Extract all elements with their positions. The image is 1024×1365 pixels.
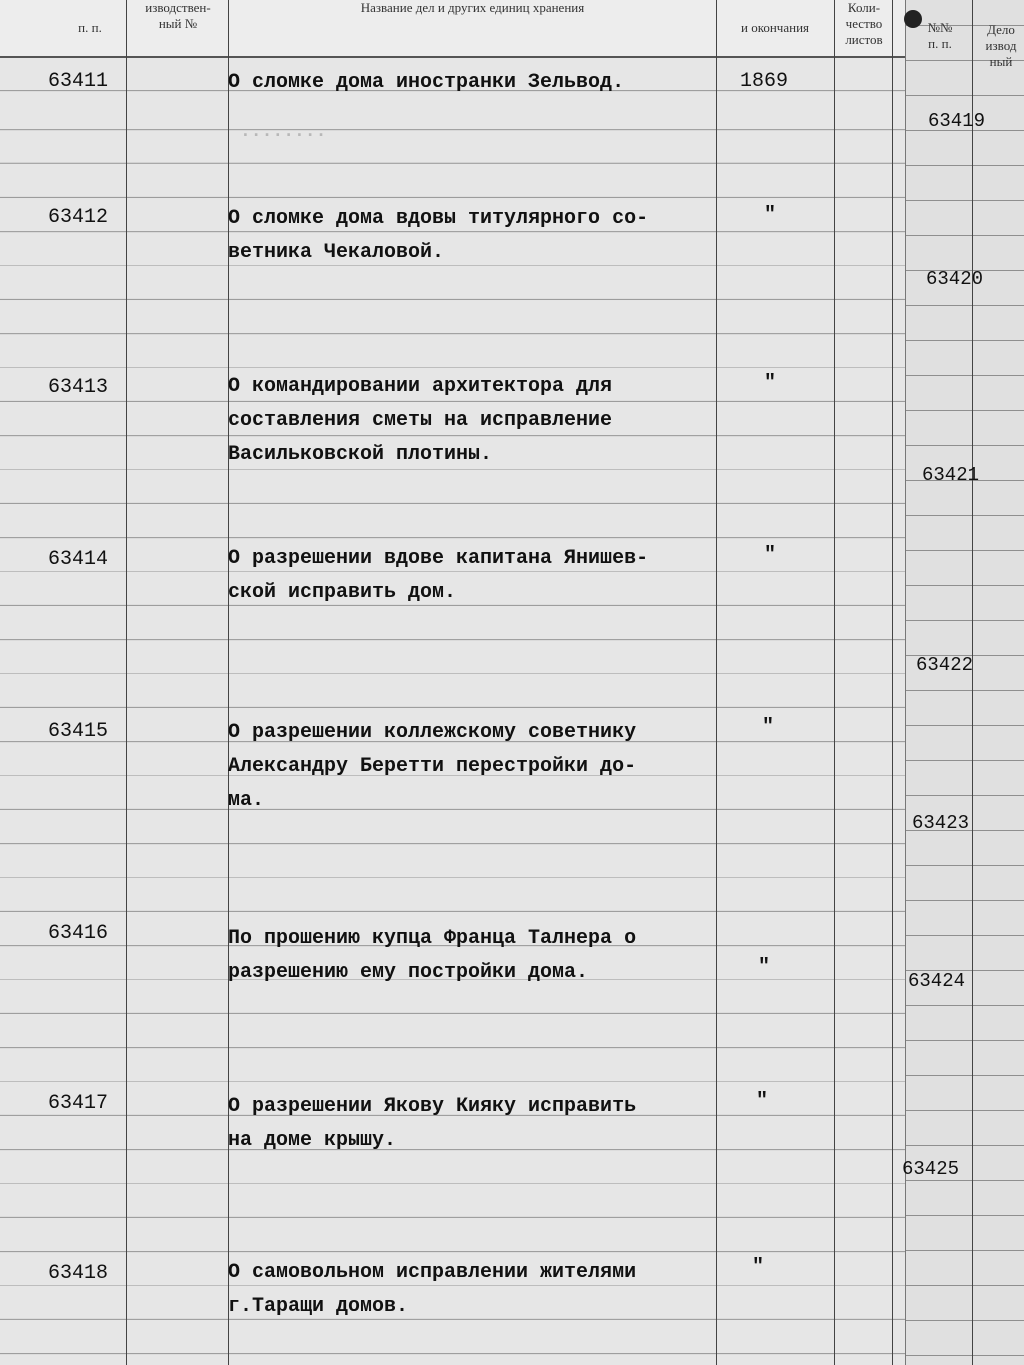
right-entry-number: 63424 [908, 970, 966, 992]
entry-title: О разрешении коллежскому советнику Александру Беретти перестройки до- ма. [228, 721, 637, 812]
right-entry-number: 63420 [926, 268, 984, 290]
right-entry-number: 63423 [912, 812, 970, 834]
right-header-number: №№ п. п. [927, 20, 953, 51]
column-divider [834, 0, 835, 1365]
entry-title: О разрешении вдове капитана Янишев- ской исправить дом. [228, 547, 649, 604]
right-entry-number: 63421 [922, 464, 980, 486]
header-office-number: изводствен- ный № [145, 0, 211, 31]
entry-date: 1869 [740, 70, 789, 93]
right-entry-number: 63419 [928, 110, 986, 132]
entry-title: О разрешении Якову Кияку исправить на доме крышу. [228, 1095, 637, 1152]
column-divider [892, 0, 893, 1365]
right-entry-number: 63425 [902, 1158, 960, 1180]
entry-number: 63413 [48, 376, 109, 399]
entry-date: " [758, 956, 771, 979]
column-divider [126, 0, 127, 1365]
column-divider [972, 0, 973, 1365]
entry-date: " [764, 544, 777, 567]
entry-title: О самовольном исправлении жителями г.Таращи домов. [228, 1261, 637, 1318]
header-title: Название дел и других единиц хранения [360, 0, 585, 15]
entry-title: О командировании архитектора для составления сметы на исправление Васильковской плотины. [228, 375, 613, 466]
entry-title: О сломке дома вдовы титулярного со- ветника Чекаловой. [228, 207, 649, 264]
entry-date: " [764, 204, 777, 227]
entry-title: О сломке дома иностранки Зельвод. [228, 71, 625, 94]
entry-date: " [762, 716, 775, 739]
entry-number: 63412 [48, 206, 109, 229]
entry-number: 63416 [48, 922, 109, 945]
right-entry-number: 63422 [916, 654, 974, 676]
table-header [0, 0, 905, 58]
entry-number: 63418 [48, 1262, 109, 1285]
right-page [902, 0, 1024, 1365]
bleed-through-text: ········ [240, 126, 327, 146]
entry-number: 63414 [48, 548, 109, 571]
entry-date: " [752, 1256, 765, 1279]
entry-date: " [756, 1090, 769, 1113]
header-dates: и окончания [740, 20, 810, 35]
header-number: п. п. [78, 20, 102, 35]
entry-number: 63411 [48, 70, 109, 93]
header-sheets: Коли- чество листов [845, 0, 883, 47]
entry-title: По прошению купца Франца Талнера о разрешению ему постройки дома. [228, 927, 637, 984]
right-header-office: Дело извод ный [985, 22, 1017, 69]
entry-number: 63415 [48, 720, 109, 743]
entry-date: " [764, 372, 777, 395]
entry-number: 63417 [48, 1092, 109, 1115]
